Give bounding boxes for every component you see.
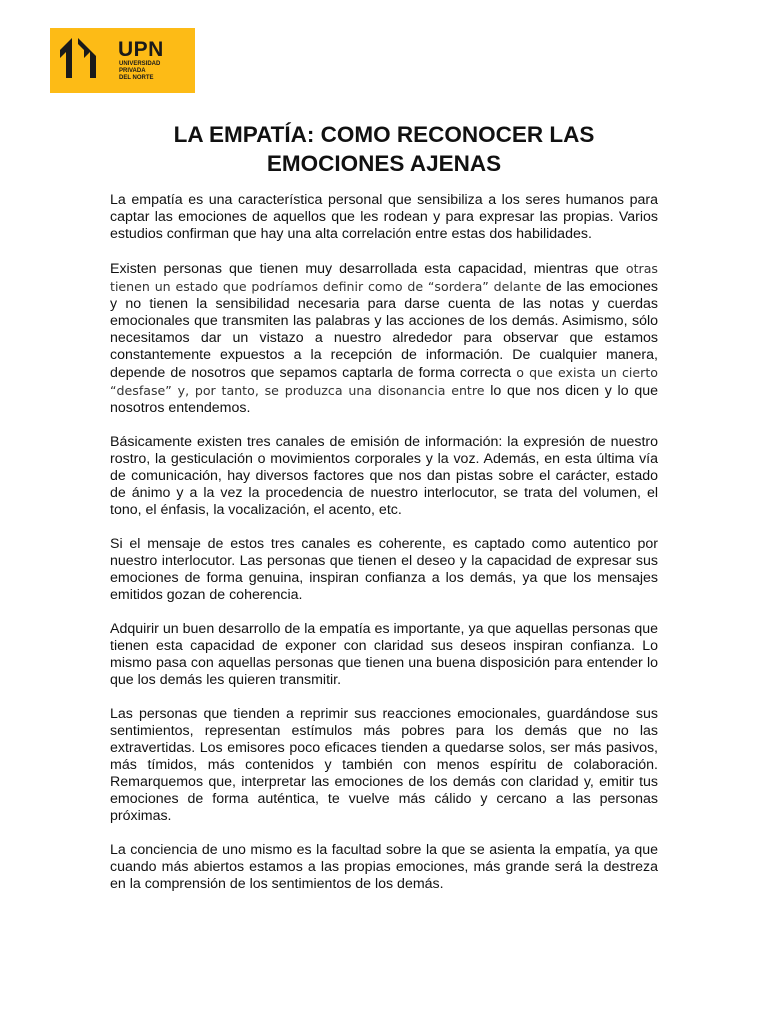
document-body bbox=[110, 192, 658, 910]
logo-name: UPN bbox=[118, 38, 164, 61]
paragraph-6: Las personas que tienden a reprimir sus reacciones emocionales, guardándose sus sentimientos, representan estímulos más pobres para los demás que no las extravertidas. Los emisores poco eficaces tienden a quedarse solos, ser más pasivos, más tímidos, más contenidos y también con menos espíritu de colaboración. Remarquemos que, interpretar las emociones de los demás con claridad y, emitir tus emociones de forma auténtica, te vuelve más cálido y cercano a las personas próximas. bbox=[110, 706, 658, 824]
paragraph-5: Adquirir un buen desarrollo de la empatía es importante, ya que aquellas personas que tienen esta capacidad de exponer con claridad sus deseos inspiran confianza. Lo mismo pasa con aquellas personas que tienen una buena disposición para entender lo que los demás les quieren transmitir. bbox=[110, 621, 658, 688]
paragraph-2-part-d: o que exista un cierto “desfase” y, por tanto, se produzca una disonancia entre bbox=[110, 365, 658, 398]
paragraph-3: Básicamente existen tres canales de emisión de información: la expresión de nuestro rostro, la gesticulación o movimientos corporales y la voz. Además, en esta última vía de comunicación, hay diversos factores que nos dan pistas sobre el carácter, estado de ánimo y a la vez la procedencia de nuestro interlocutor, se trata del volumen, el tono, el énfasis, la vocalización, el acento, etc. bbox=[110, 434, 658, 518]
upn-logo bbox=[50, 28, 195, 93]
paragraph-4: Si el mensaje de estos tres canales es coherente, es captado como autentico por nuestro interlocutor. Las personas que tienen el deseo y la capacidad de expresar sus emociones de forma genuina, inspiran confianza a los demás, ya que los mensajes emitidos gozan de coherencia. bbox=[110, 536, 658, 603]
logo-subtitle bbox=[119, 61, 179, 82]
paragraph-2 bbox=[110, 260, 658, 417]
paragraph-2-part-e: lo que nos dicen y lo que nosotros entendemos. bbox=[110, 383, 659, 416]
paragraph-2-part-b: otras tienen un estado que podríamos definir como de “sordera” delante bbox=[110, 261, 658, 294]
paragraph-7: La conciencia de uno mismo es la facultad sobre la que se asienta la empatía, ya que cuando más abiertos estamos a las propias emociones, más grande será la destreza en la comprensión de los sentimientos de los demás. bbox=[110, 842, 658, 892]
upn-arrows-icon bbox=[50, 28, 120, 93]
document-title: LA EMPATÍA: COMO RECONOCER LAS EMOCIONES AJENAS bbox=[173, 122, 595, 176]
paragraph-2-part-c: de las emociones y no tienen la sensibilidad necesaria para darse cuenta de las notas y cuerdas emocionales que transmiten las palabras y las acciones de los demás. Asimismo, sólo necesitamos dar un vistazo a nuestro alrededor para observar que estamos constantemente expuestos a la recepción de información. De cualquier manera, depende de nosotros que sepamos captarla de forma correcta bbox=[110, 279, 658, 381]
paragraph-1: La empatía es una característica personal que sensibiliza a los seres humanos para captar las emociones de aquellos que les rodean y para expresar las propias. Varios estudios confirman que hay una alta correlación entre estas dos habilidades. bbox=[110, 192, 658, 242]
logo-sub-line: PRIVADA bbox=[119, 68, 146, 74]
paragraph-2-part-a: Existen personas que tienen muy desarrollada esta capacidad, mientras que bbox=[110, 261, 619, 277]
logo-sub-line: UNIVERSIDAD bbox=[119, 61, 161, 67]
logo-sub-line: DEL NORTE bbox=[119, 75, 154, 81]
